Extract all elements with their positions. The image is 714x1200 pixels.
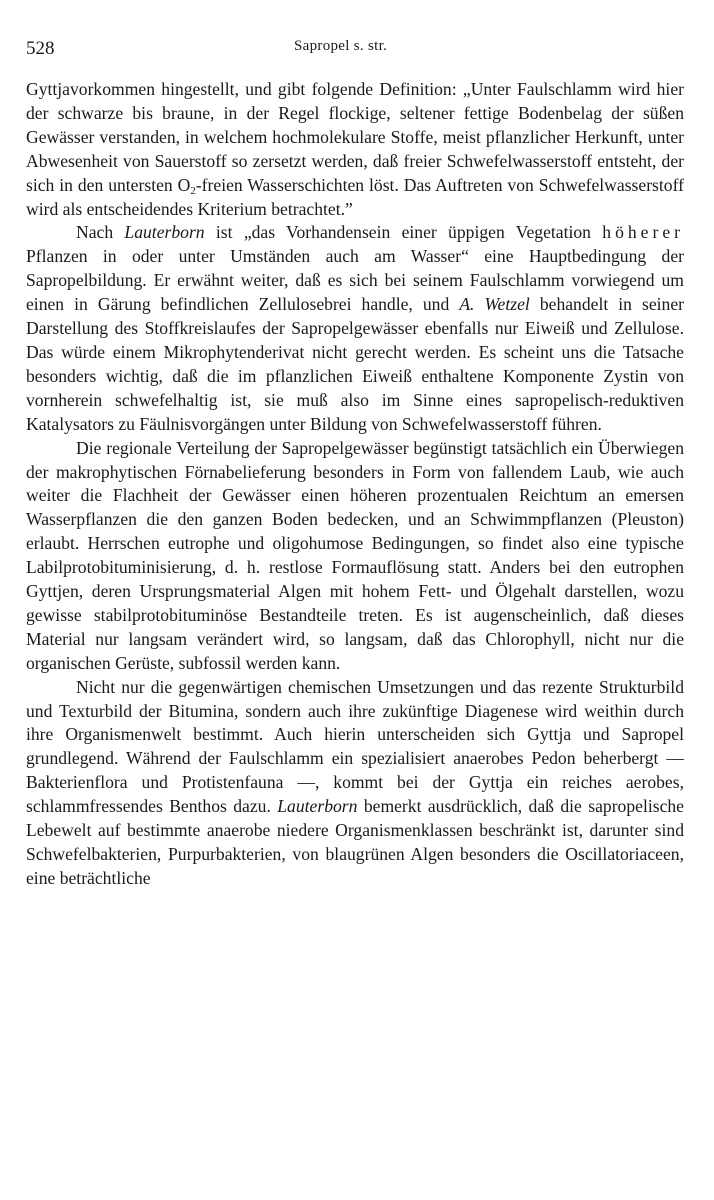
page-number: 528 — [26, 38, 55, 59]
paragraph-4-text-b: bemerkt ausdrücklich, daß die sapropelische Lebewelt auf bestimmte anaerobe niedere Organismenklassen beschränkt ist, darunter sind Schwefelbakterien, Purpurbakterien, von blaugrünen Algen besonders die Oscillatoriaceen, eine beträchtliche — [26, 796, 684, 888]
paragraph-2-text-a: Nach — [76, 222, 125, 243]
author-name-lauterborn: Lauterborn — [124, 222, 205, 243]
paragraph-1 — [26, 78, 684, 221]
paragraph-2-text-d: behandelt in seiner Darstellung des Stoffkreislaufes der Sapropelgewässer ebenfalls nur Eiweiß und Zellulose. Das würde einem Mikrophytenderivat nicht gerecht werden. Es scheint uns die Tatsache besonders wichtig, daß die im pflanzlichen Eiweiß enthaltene Komponente Zystin von vornherein schwefelhaltig ist, sie muß also im Sinne eines sapropelisch-reduktiven Katalysators zu Fäulnisvorgängen unter Bildung von Schwefelwasserstoff führen. — [26, 294, 685, 434]
paragraph-2-text-c: Pflanzen in oder unter Umständen auch am Wasser“ eine Hauptbedingung der Sapropelbildung. Er erwähnt weiter, daß es sich bei seinem Faulschlamm vorwiegend um einen in Gärung befindlichen Zellulosebrei handle, und — [26, 246, 684, 315]
body-text — [26, 78, 684, 891]
paragraph-1-text-b: -freien Wasserschichten löst. Das Auftreten von Schwefelwasserstoff wird als entscheidendes Kriterium betrachtet.” — [26, 174, 684, 219]
oxygen-subscript: 2 — [190, 184, 196, 197]
paragraph-4 — [26, 676, 684, 891]
paragraph-2 — [26, 221, 684, 436]
author-name-wetzel: A. Wetzel — [459, 294, 530, 315]
running-head: Sapropel s. str. — [294, 38, 388, 54]
paragraph-2-text-b: ist „das Vorhandensein einer üppigen Vegetation — [204, 222, 603, 243]
spaced-emphasis-word: höherer — [602, 222, 684, 243]
paragraph-4-text-a: Nicht nur die gegenwärtigen chemischen Umsetzungen und das rezente Strukturbild und Texturbild der Bitumina, sondern auch ihre zukünftige Diagenese wird weithin durch ihre Organismenwelt bestimmt. Auch hierin unterscheiden sich Gyttja und Sapropel grundlegend. Während der Faulschlamm ein spezialisiert anaerobes Pedon beherbergt — Bakterienflora und Protistenfauna —, kommt bei der Gyttja ein reiches aerobes, schlammfressendes Benthos dazu. — [26, 676, 684, 817]
paragraph-1-text-a: Gyttjavorkommen hingestellt, und gibt folgende Definition: „Unter Faulschlamm wird hier der schwarze bis braune, in der Regel flockige, seltener fettige Bodenbelag der süßen Gewässer verstanden, in welchem hochmolekulare Stoffe, meist pflanzlicher Herkunft, unter Abwesenheit von Sauerstoff so zersetzt werden, daß freier Schwefelwasserstoff entsteht, der sich in den untersten O — [26, 79, 684, 195]
paragraph-3: Die regionale Verteilung der Sapropelgewässer begünstigt tatsächlich ein Überwiegen der makrophytischen Förnabelieferung besonders in Form von fallendem Laub, wie auch weiter die Flachheit der Gewässer einen höheren prozentualen Reichtum an emersen Wasserpflanzen die den ganzen Boden bedecken, und an Schwimmpflanzen (Pleuston) erlaubt. Herrschen eutrophe und oligohumose Bedingungen, so findet also eine typische Labilprotobituminisierung, d. h. restlose Formauflösung statt. Anders bei den eutrophen Gyttjen, deren Ursprungsmaterial Algen mit hohem Fett- und Ölgehalt darstellen, wozu gewisse stabilprotobituminöse Bestandteile treten. Es ist augenscheinlich, daß dieses Material nur langsam verändert wird, so langsam, daß das Chlorophyll, nicht nur die organischen Gerüste, subfossil werden kann. — [26, 437, 684, 673]
author-name-lauterborn-2: Lauterborn — [277, 796, 358, 817]
page-header — [26, 38, 684, 68]
